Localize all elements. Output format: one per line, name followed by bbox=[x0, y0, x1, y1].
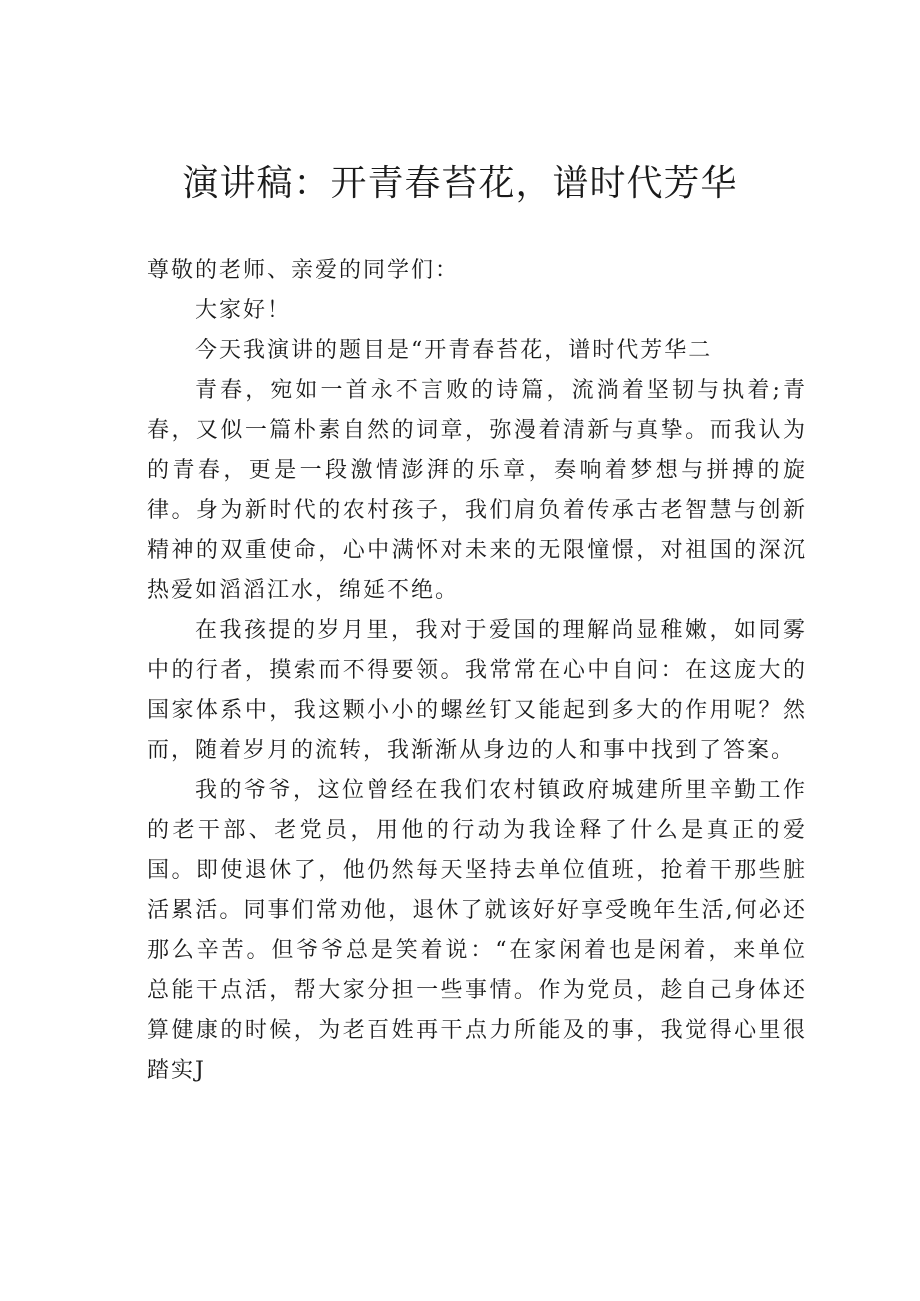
salutation: 尊敬的老师、亲爱的同学们： bbox=[147, 258, 460, 283]
paragraph-topic: 今天我演讲的题目是“开青春苔花，谱时代芳华二 bbox=[195, 338, 713, 363]
paragraph-childhood: 在我孩提的岁月里，我对于爱国的理解尚显稚嫩，如同雾中的行者，摸索而不得要领。我常常在心中自问：在这庞大的国家体系中，我这颗小小的螺丝钉又能起到多大的作用呢？然而，随着岁月的流转，我渐渐从身边的人和事中找到了答案。 bbox=[147, 618, 807, 763]
paragraph-youth: 青春，宛如一首永不言败的诗篇，流淌着坚韧与执着;青春，又似一篇朴素自然的词章，弥漫着清新与真挚。而我认为的青春，更是一段激情澎湃的乐章，奏响着梦想与拼搏的旋律。身为新时代的农村孩子，我们肩负着传承古老智慧与创新精神的双重使命，心中满怀对未来的无限憧憬，对祖国的深沉热爱如滔滔江水，绵延不绝。 bbox=[147, 378, 807, 603]
paragraph-greeting: 大家好！ bbox=[195, 298, 292, 323]
paragraph-grandfather: 我的爷爷，这位曾经在我们农村镇政府城建所里辛勤工作的老干部、老党员，用他的行动为我诠释了什么是真正的爱国。即使退休了，他仍然每天坚持去单位值班，抢着干那些脏活累活。同事们常劝他，退休了就该好好享受晚年生活,何必还那么辛苦。但爷爷总是笑着说：“在家闲着也是闲着，来单位总能干点活，帮大家分担一些事情。作为党员，趁自己身体还算健康的时候，为老百姓再干点力所能及的事，我觉得心里很踏实J bbox=[147, 778, 807, 1083]
document-body bbox=[147, 251, 807, 1091]
document-title: 演讲稿：开青春苔花，谱时代芳华 bbox=[182, 163, 738, 204]
